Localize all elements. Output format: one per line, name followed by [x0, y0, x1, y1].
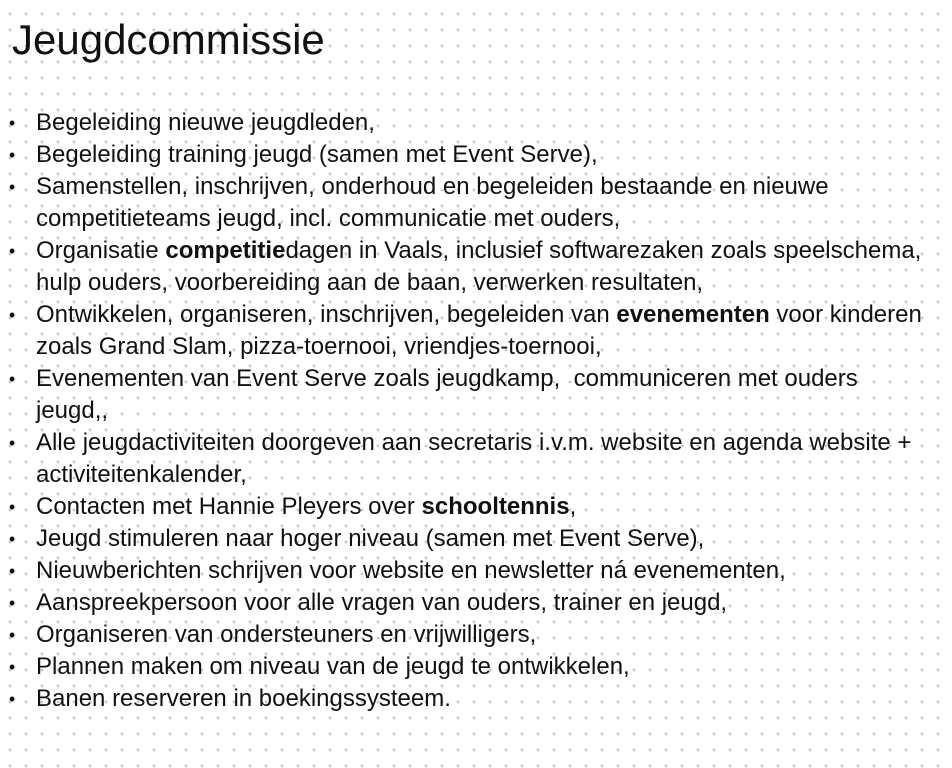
list-item	[0, 171, 950, 235]
bullet-icon: •	[9, 305, 16, 325]
bullet-icon: •	[9, 433, 16, 453]
list-item-text: Organisatie competitiedagen in Vaals, inclusief softwarezaken zoals speelschema, hulp ouders, voorbereiding aan de baan, verwerken resultaten,	[36, 237, 922, 296]
list-item-text: Begeleiding training jeugd (samen met Event Serve),	[36, 141, 598, 168]
list-item	[0, 427, 950, 491]
list-item	[0, 235, 950, 299]
bullet-icon: •	[9, 625, 16, 645]
list-item-text: Begeleiding nieuwe jeugdleden,	[36, 109, 375, 136]
bullet-icon: •	[9, 241, 16, 261]
list-item-text: Ontwikkelen, organiseren, inschrijven, begeleiden van evenementen voor kinderen zoals Grand Slam, pizza-toernooi, vriendjes-toernooi,	[36, 301, 922, 360]
list-item-text: Nieuwberichten schrijven voor website en newsletter ná evenementen,	[36, 557, 786, 584]
list-item-text: Jeugd stimuleren naar hoger niveau (samen met Event Serve),	[36, 525, 705, 552]
bullet-icon: •	[9, 113, 16, 133]
list-item-text: Contacten met Hannie Pleyers over schooltennis,	[36, 493, 577, 520]
list-item	[0, 619, 950, 651]
list-item	[0, 683, 950, 715]
list-item-text: Aanspreekpersoon voor alle vragen van ouders, trainer en jeugd,	[36, 589, 728, 616]
list-item-text: Alle jeugdactiviteiten doorgeven aan secretaris i.v.m. website en agenda website + activiteitenkalender,	[36, 429, 912, 488]
bullet-icon: •	[9, 529, 16, 549]
list-item-text: Plannen maken om niveau van de jeugd te ontwikkelen,	[36, 653, 630, 680]
list-item	[0, 299, 950, 363]
list-item-text: Samenstellen, inschrijven, onderhoud en begeleiden bestaande en nieuwe competitieteams jeugd, incl. communicatie met ouders,	[36, 173, 829, 232]
bullet-icon: •	[9, 593, 16, 613]
task-list	[0, 107, 950, 715]
list-item	[0, 491, 950, 523]
list-item	[0, 363, 950, 427]
bullet-icon: •	[9, 657, 16, 677]
list-item	[0, 107, 950, 139]
bullet-icon: •	[9, 561, 16, 581]
bullet-icon: •	[9, 145, 16, 165]
list-item	[0, 555, 950, 587]
bullet-icon: •	[9, 689, 16, 709]
bullet-icon: •	[9, 177, 16, 197]
list-item	[0, 651, 950, 683]
bullet-icon: •	[9, 369, 16, 389]
list-item-text: Organiseren van ondersteuners en vrijwilligers,	[36, 621, 537, 648]
list-item	[0, 523, 950, 555]
page-title: Jeugdcommissie	[12, 16, 325, 63]
bold-term: evenementen	[616, 301, 770, 328]
list-item-text: Banen reserveren in boekingssysteem.	[36, 685, 451, 712]
list-item	[0, 139, 950, 171]
bold-term: schooltennis	[421, 493, 570, 520]
list-item-text: Evenementen van Event Serve zoals jeugdkamp, communiceren met ouders jeugd,,	[36, 365, 865, 424]
bullet-icon: •	[9, 497, 16, 517]
bold-term: competitie	[165, 237, 286, 264]
list-item	[0, 587, 950, 619]
